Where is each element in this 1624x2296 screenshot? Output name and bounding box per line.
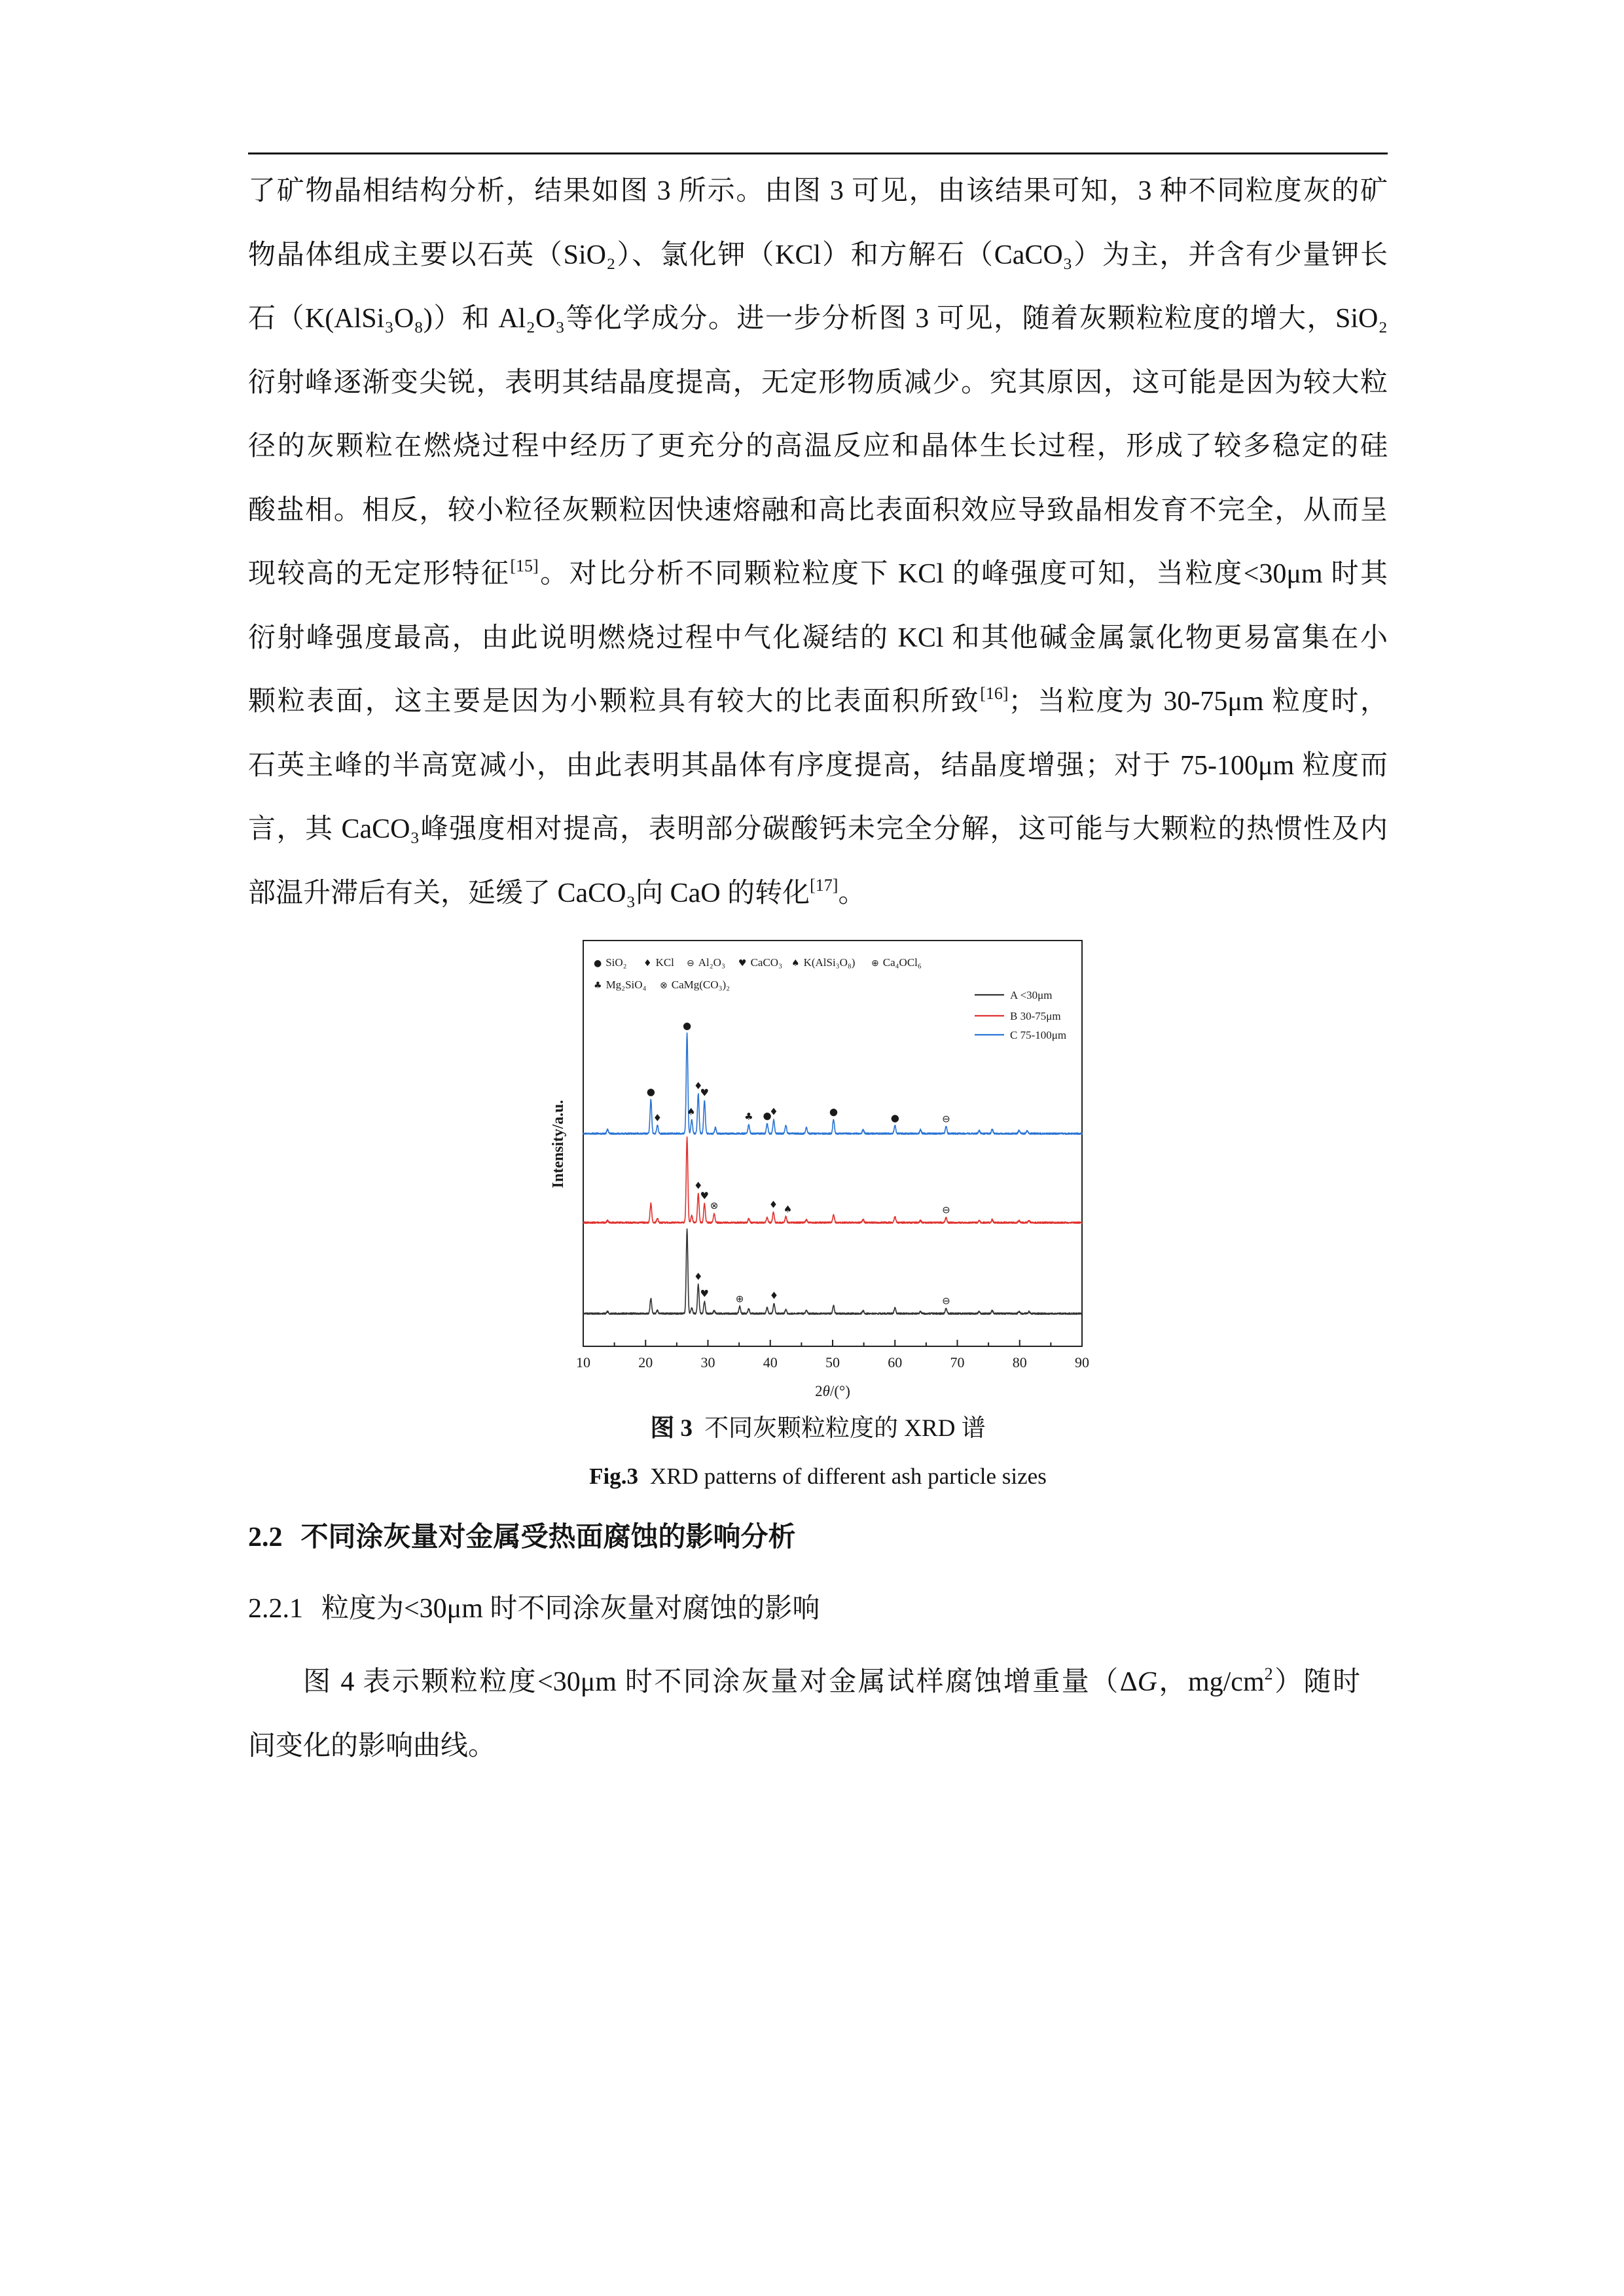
text-run: 衍射峰强度最高，由此说明燃烧过程中气化凝结的 KCl 和其他碱金属氯化物更易富集在小: [248, 622, 1388, 653]
phase-legend-name: Al₂O₃: [698, 956, 725, 969]
body-line: [248, 224, 1388, 288]
plot-frame: [583, 941, 1082, 1346]
phase-legend-symbol: ♦: [643, 958, 652, 969]
phase-marker: ♠: [783, 1203, 793, 1215]
x-tick-label: 90: [1075, 1354, 1089, 1371]
paragraph2-line: [248, 1651, 1360, 1715]
phase-marker: ♣: [744, 1111, 753, 1123]
figure-caption-cn: [248, 1412, 1388, 1445]
phase-legend-symbol: ●: [594, 958, 602, 969]
phase-marker: ♦: [694, 1270, 703, 1283]
text-run: 现较高的无定形特征: [248, 559, 511, 589]
text-run: 石英主峰的半高宽减小，由此表明其晶体有序度提高，结晶度增强；对于 75-100μm 粒度而: [248, 750, 1388, 781]
text-run: 径的灰颗粒在燃烧过程中经历了更充分的高温反应和晶体生长过程，形成了较多稳定的硅: [248, 431, 1388, 461]
body-line: [248, 607, 1388, 671]
phase-legend-item: [594, 978, 647, 991]
subsection-heading: [248, 1577, 820, 1641]
phase-marker: ♦: [694, 1179, 703, 1192]
paragraph-figure4-intro: [248, 1651, 1360, 1778]
text-run: ）随时: [1272, 1667, 1360, 1697]
text-run: 颗粒表面，这主要是因为小颗粒具有较大的比表面积所致: [248, 687, 981, 717]
phase-marker: ⊖: [942, 1295, 950, 1307]
phase-marker: ♦: [769, 1289, 779, 1302]
x-tick-label: 20: [638, 1354, 653, 1371]
x-axis-label-unit: /(°): [829, 1383, 850, 1399]
body-line: [248, 415, 1388, 479]
text-run: 了矿物晶相结构分析，结果如图 3 所示。由图 3 可见，由该结果可知，3 种不同粒度灰的矿: [248, 176, 1388, 206]
body-paragraph: [248, 160, 1388, 925]
x-tick-label: 30: [700, 1354, 715, 1371]
y-axis-label: Intensity/a.u.: [550, 1100, 567, 1189]
phase-legend-item: [687, 956, 725, 969]
section-number: 2.2: [248, 1522, 283, 1552]
series-b-line: [583, 1137, 1082, 1223]
body-line: [248, 734, 1388, 798]
body-line: [248, 862, 1388, 926]
phase-marker: ●: [763, 1109, 772, 1122]
phase-marker: ♦: [769, 1105, 778, 1118]
x-tick-label: 10: [576, 1354, 590, 1371]
phase-marker: ♥: [700, 1189, 709, 1202]
phase-legend-item: [738, 956, 782, 969]
figure-label-en: Fig.3: [589, 1463, 639, 1489]
text-run: ，mg/cm: [1157, 1667, 1265, 1697]
phase-legend-name: CaMg(CO₃)₂: [671, 978, 731, 991]
series-legend-label: B 30-75μm: [1010, 1010, 1061, 1022]
header-rule: [248, 152, 1388, 154]
subsection-number: 2.2.1: [248, 1594, 303, 1624]
phase-marker: ⊕: [735, 1293, 744, 1305]
phase-legend-symbol: ♥: [738, 958, 747, 969]
phase-marker: ♥: [700, 1086, 709, 1099]
phase-legend-item: [594, 956, 627, 969]
phase-marker: ♠: [687, 1105, 696, 1118]
phase-legend-name: Ca₄OCl₆: [882, 956, 922, 969]
body-line: [248, 287, 1388, 351]
italic-variable: G: [1137, 1667, 1158, 1697]
figure-caption-en: [248, 1460, 1388, 1493]
text-run: 图 4 表示颗粒粒度<30μm 时不同涂灰量对金属试样腐蚀增重量（Δ: [303, 1667, 1138, 1697]
phase-legend-symbol: ⊖: [687, 958, 695, 969]
phase-legend-name: Mg₂SiO₄: [605, 978, 647, 991]
body-line: [248, 479, 1388, 543]
phase-legend-item: [660, 978, 730, 991]
phase-marker: ●: [890, 1111, 899, 1124]
section-heading: [248, 1506, 796, 1570]
x-tick-label: 50: [825, 1354, 840, 1371]
text-run: 酸盐相。相反，较小粒径灰颗粒因快速熔融和高比表面积效应导致晶相发育不完全，从而呈: [248, 495, 1388, 526]
phase-legend-item: [643, 956, 674, 969]
series-legend-label: A <30μm: [1010, 989, 1053, 1001]
phase-marker: ♦: [653, 1111, 662, 1124]
xrd-chart: [537, 929, 1113, 1407]
figure-caption-en-text: XRD patterns of different ash particle sizes: [650, 1463, 1047, 1489]
figure-label-cn: 图 3: [650, 1415, 693, 1442]
phase-marker: ⊖: [942, 1204, 950, 1216]
phase-marker: ⊖: [942, 1113, 950, 1125]
x-tick-label: 60: [888, 1354, 903, 1371]
body-line: [248, 160, 1388, 224]
phase-legend-name: KCl: [655, 956, 674, 969]
superscript-text: [15]: [510, 556, 539, 575]
text-run: ；当粒度为 30-75μm 粒度时，: [1008, 687, 1388, 717]
series-a-line: [583, 1229, 1082, 1315]
phase-marker: ♦: [768, 1198, 778, 1211]
section-title: 不同涂灰量对金属受热面腐蚀的影响分析: [300, 1522, 796, 1552]
text-run: 。对比分析不同颗粒粒度下 KCl 的峰强度可知，当粒度<30μm 时其: [538, 559, 1388, 589]
text-run: 部温升滞后有关，延缓了 CaCO₃向 CaO 的转化: [248, 878, 810, 908]
superscript-text: 2: [1264, 1664, 1273, 1683]
text-run: 石（K(AlSi₃O₈)）和 Al₂O₃等化学成分。进一步分析图 3 可见，随着灰颗粒粒度的增大，SiO₂: [248, 304, 1388, 334]
phase-legend-name: K(AlSi₃O₈): [803, 956, 856, 969]
text-run: 衍射峰逐渐变尖锐，表明其结晶度提高，无定形物质减少。究其原因，这可能是因为较大粒: [248, 367, 1388, 398]
phase-marker: ●: [829, 1105, 838, 1118]
superscript-text: [16]: [980, 684, 1009, 703]
x-axis-label-theta: θ: [822, 1383, 830, 1399]
phase-legend-symbol: ♣: [594, 980, 602, 991]
phase-legend-symbol: ⊗: [660, 980, 668, 991]
phase-legend-item: [871, 956, 922, 969]
subsection-title: 粒度为<30μm 时不同涂灰量对腐蚀的影响: [321, 1594, 820, 1624]
phase-marker: ♦: [694, 1079, 703, 1092]
superscript-text: [17]: [810, 875, 839, 895]
body-line: [248, 351, 1388, 416]
body-line: [248, 798, 1388, 862]
figure-caption-cn-text: 不同灰颗粒粒度的 XRD 谱: [704, 1415, 986, 1442]
body-line: [248, 670, 1388, 734]
x-tick-label: 40: [763, 1354, 778, 1371]
text-run: 。: [838, 878, 866, 908]
body-line: [248, 543, 1388, 607]
paragraph2-line: [248, 1715, 1360, 1779]
phase-marker: ♥: [700, 1287, 709, 1300]
phase-marker: ⊗: [710, 1200, 719, 1212]
x-tick-label: 70: [950, 1354, 965, 1371]
phase-legend-symbol: ♠: [791, 958, 800, 969]
phase-marker: ●: [646, 1086, 655, 1098]
x-tick-label: 80: [1012, 1354, 1027, 1371]
phase-legend-name: CaCO₃: [750, 956, 782, 969]
phase-legend-symbol: ⊕: [871, 958, 879, 969]
phase-legend-item: [791, 956, 855, 969]
phase-marker: ●: [683, 1020, 692, 1031]
x-axis-label-number: 2: [815, 1383, 823, 1399]
x-axis-label: [815, 1383, 850, 1399]
text-run: 物晶体组成主要以石英（SiO₂）、氯化钾（KCl）和方解石（CaCO₃）为主，并含有少量钾长: [248, 240, 1388, 270]
text-run: 言，其 CaCO₃峰强度相对提高，表明部分碳酸钙未完全分解，这可能与大颗粒的热惯性及内: [248, 814, 1388, 844]
phase-legend-name: SiO₂: [605, 956, 627, 969]
text-run: 间变化的影响曲线。: [248, 1731, 496, 1761]
series-legend-label: C 75-100μm: [1010, 1029, 1067, 1041]
